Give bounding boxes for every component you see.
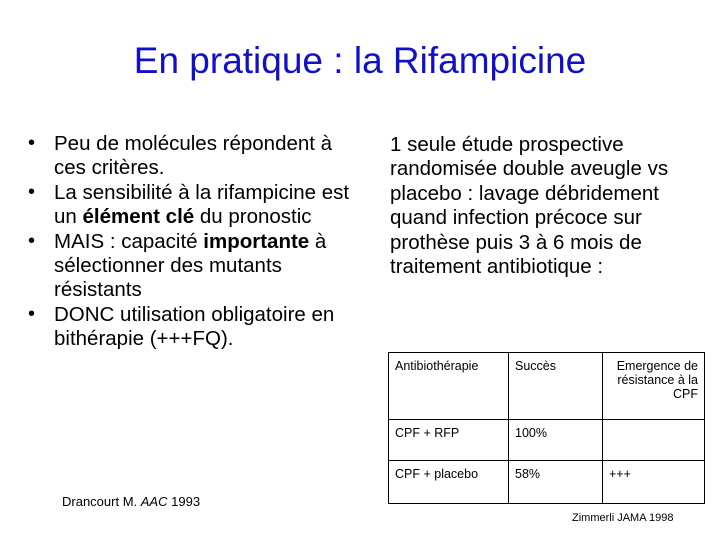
header-antibiotherapie: Antibiothérapie — [389, 353, 509, 420]
ref-journal: AAC — [140, 494, 168, 509]
bullet-text: MAIS : capacité — [54, 229, 204, 253]
header-emergence: Emergence de résistance à la CPF — [603, 353, 705, 420]
reference-drancourt — [62, 494, 200, 509]
bullet-text: à sélectionner des mutants résistants — [54, 229, 327, 302]
bullet-item — [28, 132, 358, 181]
bullet-emphasis: importante — [203, 229, 310, 253]
bullet-text: Peu de molécules répondent à ces critères. — [54, 132, 333, 180]
table-cell: CPF + RFP — [389, 420, 509, 461]
results-table — [388, 352, 705, 504]
reference-zimmerli: Zimmerli JAMA 1998 — [572, 512, 674, 524]
table-cell: 100% — [509, 420, 603, 461]
table-row — [389, 461, 705, 504]
table-row — [389, 420, 705, 461]
bullet-emphasis: élément clé — [82, 205, 195, 229]
bullet-text: DONC utilisation obligatoire en bithérapie (+++FQ). — [54, 302, 335, 351]
ref-author: Drancourt M. — [62, 494, 138, 509]
study-description: 1 seule étude prospective randomisée double aveugle vs placebo : lavage débridement quand infection précoce sur prothèse puis 3 à 6 mois de traitement antibiotique : — [390, 133, 669, 278]
bullet-item — [28, 230, 358, 303]
bullet-text: du pronostic — [194, 205, 312, 229]
ref-year: 1993 — [171, 494, 201, 509]
bullet-item — [28, 303, 358, 352]
bullet-text: La sensibilité à la rifampicine est un — [54, 180, 350, 229]
table-cell: 58% — [509, 461, 603, 504]
table-cell — [603, 420, 705, 461]
table-cell: CPF + placebo — [389, 461, 509, 504]
table-cell: +++ — [603, 461, 705, 504]
header-succes: Succès — [509, 353, 603, 420]
slide-title: En pratique : la Rifampicine — [133, 40, 587, 81]
bullet-item — [28, 181, 358, 230]
table-header-row — [389, 353, 705, 420]
bullet-list — [28, 132, 358, 352]
